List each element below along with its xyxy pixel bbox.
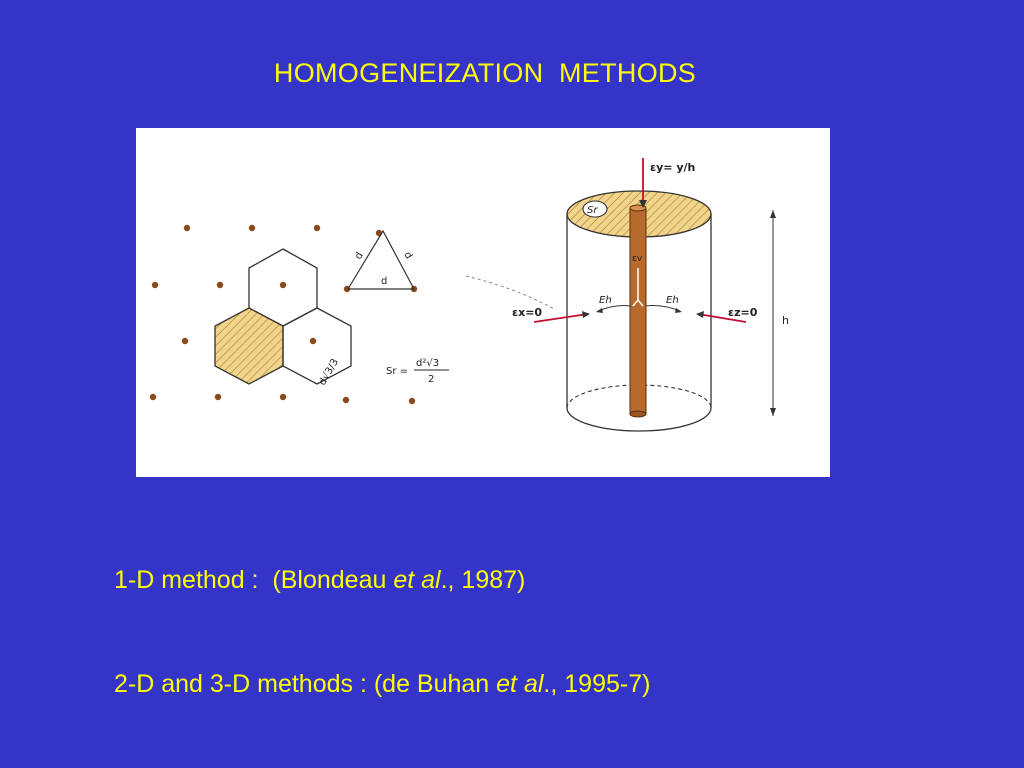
reference-year: ., 1987) xyxy=(440,566,526,594)
formula-lhs: Sr = xyxy=(386,366,409,377)
reference-1d-method xyxy=(114,566,525,595)
lattice-dots xyxy=(150,225,417,404)
edge-length-label: d√3/3 xyxy=(317,357,342,388)
et-al-italic: et al xyxy=(393,566,441,594)
height-label: h xyxy=(782,314,789,327)
connector-dashed-line xyxy=(466,276,556,310)
strain-z-label: εz=0 xyxy=(728,306,758,319)
reference-text: 2-D and 3-D methods : (de Buhan xyxy=(114,670,497,698)
triangle-label-left: d xyxy=(353,250,366,262)
eh-left-label: Eh xyxy=(599,295,612,306)
eh-right-arrow xyxy=(646,306,680,311)
eh-left-arrow xyxy=(598,306,630,311)
strain-y-label: εy= y/h xyxy=(650,161,696,174)
homogenization-figure xyxy=(136,128,830,477)
reference-year: ., 1995-7) xyxy=(543,670,651,698)
triangle-label-right: d xyxy=(401,250,415,262)
triangle-label-bottom: d xyxy=(381,276,388,287)
et-al-italic: et al xyxy=(496,670,544,698)
formula-numerator: d²√3 xyxy=(416,358,440,369)
reference-2d-3d-methods xyxy=(114,670,650,699)
area-label: Sr xyxy=(587,205,598,216)
eh-right-label: Eh xyxy=(666,295,679,306)
formula-denominator: 2 xyxy=(428,374,435,385)
strain-v-label: εv xyxy=(632,254,643,264)
strain-x-label: εx=0 xyxy=(512,306,543,319)
strain-x-arrow xyxy=(534,314,588,322)
figure-drawing xyxy=(136,128,830,477)
reference-text: 1-D method : (Blondeau xyxy=(114,566,394,594)
central-column xyxy=(630,205,646,417)
slide-title: HOMOGENEIZATION METHODS xyxy=(273,58,697,88)
